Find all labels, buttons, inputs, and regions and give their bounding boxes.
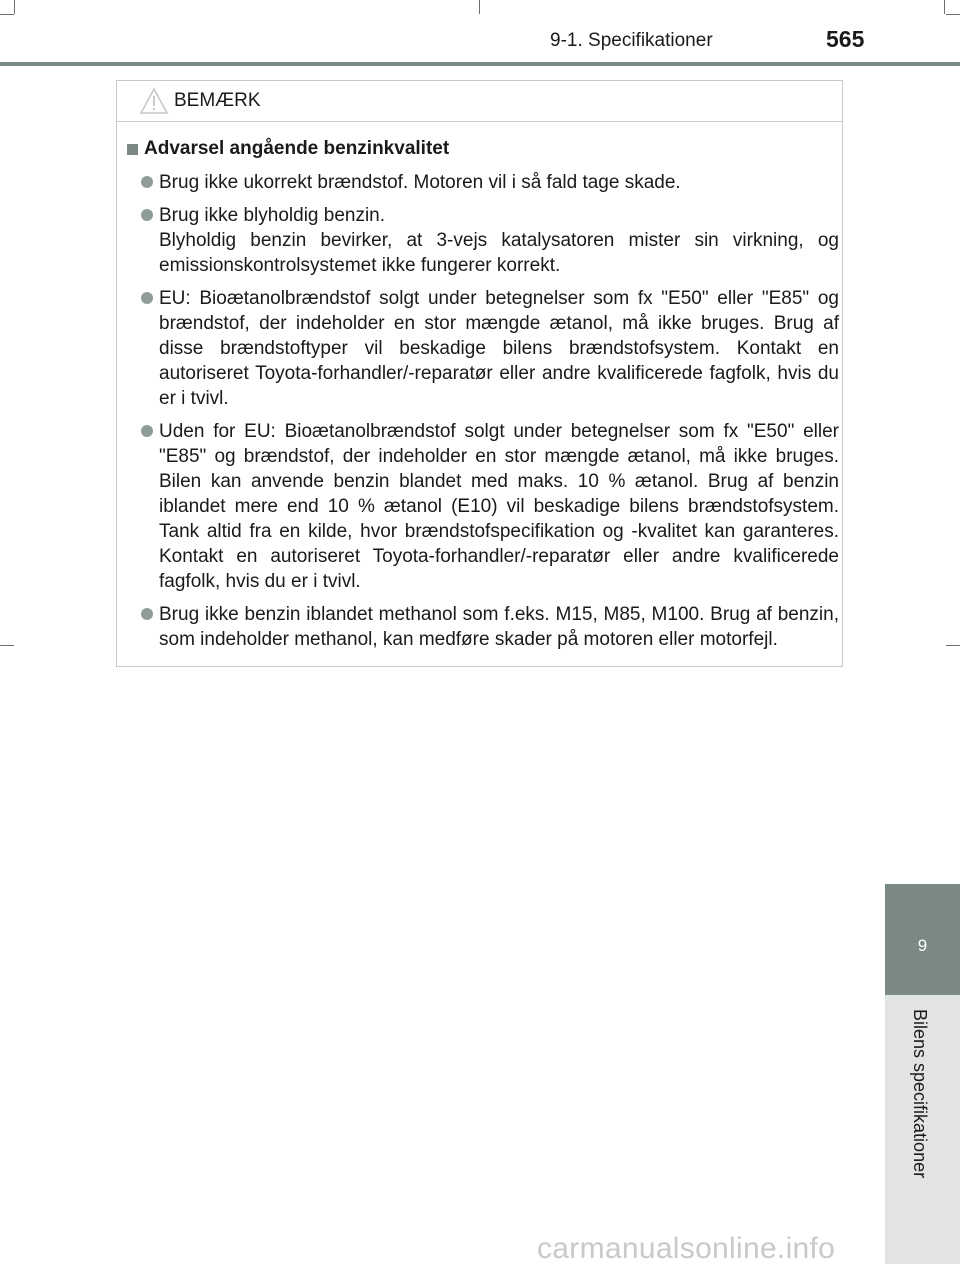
chapter-label-box: [885, 995, 960, 1264]
list-item: [127, 602, 839, 652]
crop-mark: [0, 645, 14, 646]
list-item-text: Brug ikke ukorrekt brændstof. Motoren vil i så fald tage skade.: [159, 172, 681, 193]
note-body: [127, 136, 839, 652]
list-item-text: EU: Bioætanolbrændstof solgt under betegnelser som fx "E50" eller "E85" og brændstof, der indeholder en stor mængde ætanol, må ikke bruges. Brug af disse brændstoftyper vil beskadige bilens brændstofsystem. Kontakt en autoriseret Toyota-forhandler/-reparatør eller andre kvalificerede fagfolk, hvis du er i tvivl.: [159, 288, 839, 409]
list-item: [127, 286, 839, 411]
chapter-label: Bilens specifikationer: [910, 1009, 930, 1179]
chapter-tab: [885, 884, 960, 1264]
list-item-text: Brug ikke benzin iblandet methanol som f.eks. M15, M85, M100. Brug af benzin, som indeholder methanol, kan medføre skader på motoren eller motorfejl.: [159, 604, 839, 650]
note-title: BEMÆRK: [174, 90, 261, 111]
crop-mark: [14, 0, 15, 14]
note-box: [116, 80, 843, 667]
list-item-text: Brug ikke blyholdig benzin.: [159, 205, 386, 226]
header-rule: [0, 62, 960, 66]
circle-bullet-icon: [141, 209, 153, 221]
crop-mark: [946, 14, 960, 15]
crop-mark: [0, 14, 14, 15]
header-section-title: 9-1. Specifikationer: [550, 30, 713, 51]
page-number: 565: [826, 26, 865, 52]
list-item: [127, 170, 839, 195]
crop-mark: [946, 645, 960, 646]
circle-bullet-icon: [141, 292, 153, 304]
list-item: [127, 203, 839, 278]
list-item-continuation: Blyholdig benzin bevirker, at 3-vejs katalysatoren mister sin virkning, og emissionskontrolsystemet ikke fungerer korrekt.: [159, 230, 839, 276]
warning-triangle-icon: [139, 87, 169, 115]
circle-bullet-icon: [141, 176, 153, 188]
square-bullet-icon: [127, 144, 138, 155]
circle-bullet-icon: [141, 608, 153, 620]
crop-mark: [479, 0, 480, 14]
list-item: [127, 419, 839, 594]
crop-mark: [944, 0, 945, 14]
section-heading-text: Advarsel angående benzinkvalitet: [144, 138, 450, 159]
watermark: carmanualsonline.info: [537, 1232, 836, 1265]
chapter-number-box: [885, 884, 960, 995]
circle-bullet-icon: [141, 425, 153, 437]
section-heading: [127, 136, 839, 162]
list-item-text: Uden for EU: Bioætanolbrændstof solgt under betegnelser som fx "E50" eller "E85" og brændstof, der indeholder en stor mængde ætanol, må ikke bruges. Bilen kan anvende benzin blandet med maks. 10 % ætanol. Brug af benzin iblandet mere end 10 % ætanol (E10) vil beskadige bilens brændstofsystem. Tank altid fra en kilde, hvor brændstofspecifikation og -kvalitet kan garanteres. Kontakt en autoriseret Toyota-forhandler/-reparatør eller andre kvalificerede fagfolk, hvis du er i tvivl.: [159, 421, 839, 592]
note-header: [117, 81, 842, 122]
chapter-number: 9: [917, 936, 928, 955]
